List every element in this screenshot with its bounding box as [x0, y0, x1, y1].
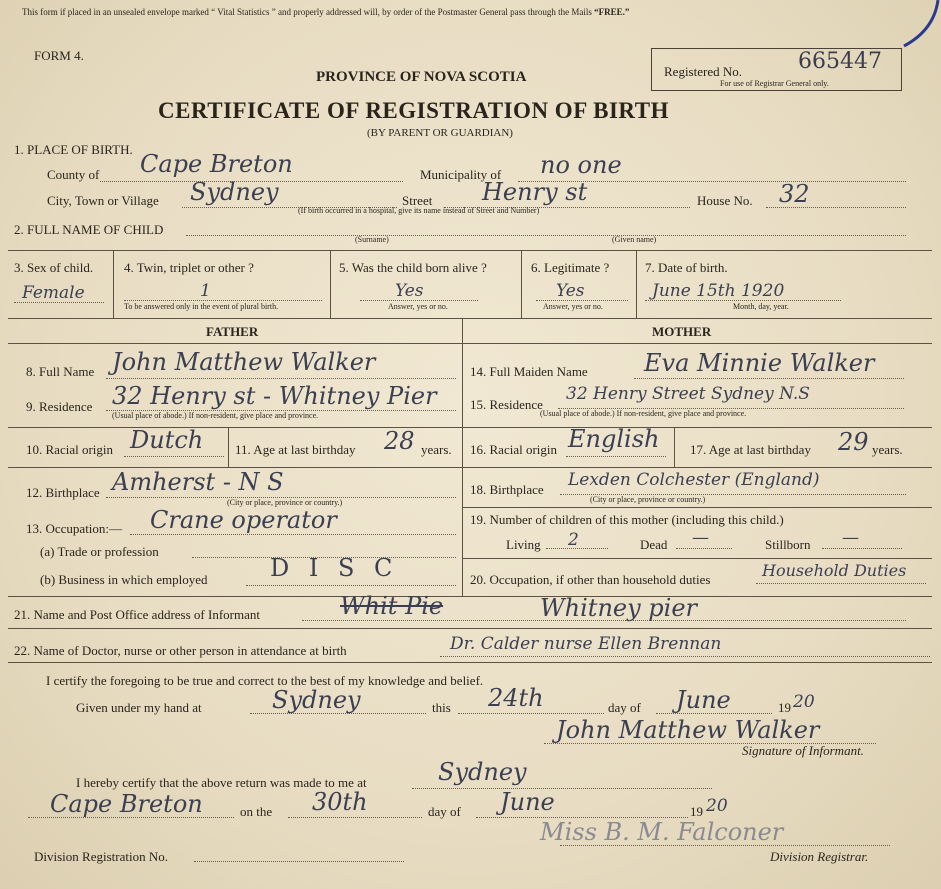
div-registrar-label: Division Registrar. — [770, 849, 869, 864]
mail-notice — [22, 8, 629, 17]
rule-parents-top — [8, 318, 932, 319]
this-label: this — [432, 700, 451, 715]
given-place: Sydney — [272, 686, 361, 714]
father-bp-value: Amherst - N S — [112, 468, 284, 496]
father-biz-label: (b) Business in which employed — [40, 572, 208, 587]
father-racial-label: 10. Racial origin — [26, 442, 114, 457]
rule-m4 — [462, 558, 932, 559]
stillborn-value: — — [842, 528, 859, 548]
stillborn-line — [822, 548, 902, 549]
registrar-place: Sydney — [438, 758, 527, 786]
registrar-county: Cape Breton — [50, 790, 203, 818]
mother-age-unit: years. — [872, 442, 903, 457]
living-value: 2 — [568, 530, 579, 550]
place-of-birth-label: 1. PLACE OF BIRTH. — [14, 142, 133, 157]
mother-children-label: 19. Number of children of this mother (including this child.) — [470, 512, 784, 527]
father-occ-line — [130, 534, 456, 535]
registrar-text: I hereby certify that the above return was made to me at — [76, 775, 367, 790]
mother-occ-label: 20. Occupation, if other than household duties — [470, 572, 711, 587]
alive-note: Answer, yes or no. — [388, 302, 448, 311]
registrar-signature: Miss B. M. Falconer — [540, 818, 784, 846]
street-label: Street — [402, 193, 433, 208]
rule-v1 — [113, 250, 114, 318]
subtitle: (BY PARENT OR GUARDIAN) — [367, 127, 513, 139]
rule-m3 — [462, 507, 932, 508]
legit-label: 6. Legitimate ? — [531, 260, 610, 275]
rule-22 — [8, 628, 932, 629]
registrar-year-prefix: 19 — [690, 804, 703, 819]
this-day-line — [458, 713, 604, 714]
legit-line — [536, 300, 628, 301]
street-value: Henry st — [482, 178, 588, 206]
informant-struck: Whit Pie — [340, 592, 444, 620]
rule-top-details — [8, 250, 932, 251]
father-name-line — [106, 378, 456, 379]
dob-note: Month, day, year. — [733, 302, 789, 311]
registrar-month: June — [500, 788, 555, 816]
mother-bp-note: (City or place, province or country.) — [590, 495, 706, 504]
municipality-value: no one — [540, 151, 622, 179]
father-racial-value: Dutch — [130, 426, 204, 454]
registrar-year: 20 — [706, 796, 728, 816]
house-value: 32 — [779, 180, 810, 208]
dob-label: 7. Date of birth. — [645, 260, 728, 275]
page-title: CERTIFICATE OF REGISTRATION OF BIRTH — [158, 98, 669, 123]
child-name-line — [186, 235, 906, 236]
father-occ-value: Crane operator — [150, 506, 337, 534]
rule-v4 — [636, 250, 637, 318]
on-the-label: on the — [240, 804, 273, 819]
registered-label: Registered No. — [664, 64, 742, 79]
given-name-note: (Given name) — [612, 235, 657, 244]
father-res-label: 9. Residence — [26, 399, 93, 414]
father-biz-line — [246, 585, 456, 586]
given-place-line — [250, 713, 426, 714]
father-res-note: (Usual place of abode.) If non-resident, give place and province. — [112, 411, 319, 420]
informant-signature: John Matthew Walker — [556, 716, 820, 744]
rule-v3 — [521, 250, 522, 318]
form-number: FORM 4. — [34, 48, 84, 63]
doctor-line — [440, 656, 930, 657]
day-of-label: day of — [608, 700, 641, 715]
month-value: June — [676, 686, 731, 714]
registrar-note: For use of Registrar General only. — [720, 79, 829, 88]
father-age-label: 11. Age at last birthday — [235, 442, 356, 457]
dob-line — [645, 300, 841, 301]
father-biz-value: D I S C — [270, 554, 399, 582]
rule-m2 — [462, 467, 932, 468]
stillborn-label: Stillborn — [765, 537, 811, 552]
this-day: 24th — [488, 684, 544, 712]
twin-note: To be answered only in the event of plural birth. — [124, 302, 279, 311]
mail-notice-text: This form if placed in an unsealed envelope marked “ Vital Statistics ” and properly addressed will, by order of the Postmaster General pass through the Mails — [22, 7, 592, 17]
rule-parents-head — [8, 343, 932, 344]
dob-value: June 15th 1920 — [652, 281, 785, 301]
given-label: Given under my hand at — [76, 700, 202, 715]
mother-res-note: (Usual place of abode.) If non-resident, give place and province. — [540, 409, 747, 418]
legit-note: Answer, yes or no. — [543, 302, 603, 311]
legit-value: Yes — [556, 281, 585, 301]
month-line — [656, 713, 772, 714]
mother-name-line — [634, 378, 904, 379]
year-value: 20 — [793, 692, 815, 712]
father-name-value: John Matthew Walker — [112, 348, 376, 376]
mother-racial-label: 16. Racial origin — [470, 442, 558, 457]
registrar-place-line — [412, 788, 712, 789]
father-trade-label: (a) Trade or profession — [40, 544, 159, 559]
registrar-sig-line — [560, 845, 890, 846]
municipality-label: Municipality of — [420, 167, 502, 182]
alive-value: Yes — [395, 281, 424, 301]
dead-label: Dead — [640, 537, 668, 552]
father-age-value: 28 — [384, 427, 415, 455]
father-occ-label: 13. Occupation:— — [26, 521, 123, 536]
year-prefix: 19 — [778, 700, 791, 715]
father-res-value: 32 Henry st - Whitney Pier — [112, 382, 437, 410]
county-label: County of — [47, 167, 100, 182]
mother-racial-value: English — [568, 425, 660, 453]
mother-name-value: Eva Minnie Walker — [644, 349, 875, 377]
doctor-label: 22. Name of Doctor, nurse or other person in attendance at birth — [14, 643, 347, 658]
signature-label: Signature of Informant. — [742, 743, 864, 758]
mother-age-label: 17. Age at last birthday — [690, 442, 811, 457]
mother-bp-value: Lexden Colchester (England) — [568, 470, 820, 490]
rule-certify — [8, 662, 932, 663]
living-label: Living — [506, 537, 541, 552]
registrar-county-line — [28, 817, 234, 818]
doctor-value: Dr. Calder nurse Ellen Brennan — [450, 634, 722, 654]
living-line — [546, 548, 608, 549]
county-value: Cape Breton — [140, 150, 293, 178]
father-bp-label: 12. Birthplace — [26, 485, 100, 500]
informant-value: Whitney pier — [540, 594, 698, 622]
twin-line — [124, 300, 322, 301]
registrar-day-line — [288, 817, 422, 818]
city-label: City, Town or Village — [47, 193, 159, 208]
father-racial-line — [124, 456, 224, 457]
alive-label: 5. Was the child born alive ? — [339, 260, 487, 275]
div-reg-no-line — [194, 861, 404, 862]
alive-line — [360, 300, 478, 301]
house-line — [766, 207, 906, 208]
dead-line — [676, 548, 732, 549]
informant-label: 21. Name and Post Office address of Informant — [14, 607, 260, 622]
informant-line — [302, 620, 906, 621]
house-label: House No. — [697, 193, 753, 208]
mother-age-value: 29 — [838, 428, 869, 456]
mother-heading: MOTHER — [652, 324, 712, 339]
mother-res-value: 32 Henry Street Sydney N.S — [566, 384, 810, 404]
sex-line — [14, 302, 104, 303]
province-title: PROVINCE OF NOVA SCOTIA — [316, 69, 527, 85]
surname-note: (Surname) — [355, 235, 389, 244]
registrar-day-of: day of — [428, 804, 461, 819]
rule-21 — [8, 596, 932, 597]
mother-name-label: 14. Full Maiden Name — [470, 364, 588, 379]
rule-center — [462, 318, 463, 596]
mother-occ-line — [756, 583, 926, 584]
div-reg-no-label: Division Registration No. — [34, 849, 168, 864]
hospital-note: (If birth occurred in a hospital, give its name instead of Street and Number) — [298, 206, 540, 215]
mother-occ-value: Household Duties — [762, 561, 907, 580]
dead-value: — — [692, 528, 709, 548]
rule-v2 — [330, 250, 331, 318]
father-name-label: 8. Full Name — [26, 364, 95, 379]
mother-res-label: 15. Residence — [470, 397, 543, 412]
father-heading: FATHER — [206, 324, 259, 339]
free-text: “FREE.” — [594, 7, 630, 17]
certify-text: I certify the foregoing to be true and correct to the best of my knowledge and belief. — [46, 673, 484, 688]
father-bp-note: (City or place, province or country.) — [227, 498, 343, 507]
rule-f-age — [228, 427, 229, 467]
twin-label: 4. Twin, triplet or other ? — [124, 260, 254, 275]
mother-racial-line — [566, 456, 666, 457]
father-age-unit: years. — [421, 442, 452, 457]
corner-mark-icon — [900, 0, 941, 50]
rule-m-age — [674, 427, 675, 467]
sex-label: 3. Sex of child. — [14, 260, 94, 275]
city-value: Sydney — [190, 178, 279, 206]
mother-bp-label: 18. Birthplace — [470, 482, 544, 497]
child-name-label: 2. FULL NAME OF CHILD — [14, 222, 164, 237]
registered-number: 665447 — [798, 49, 882, 74]
registrar-day: 30th — [312, 788, 368, 816]
twin-value: 1 — [200, 281, 211, 301]
sex-value: Female — [22, 283, 85, 303]
